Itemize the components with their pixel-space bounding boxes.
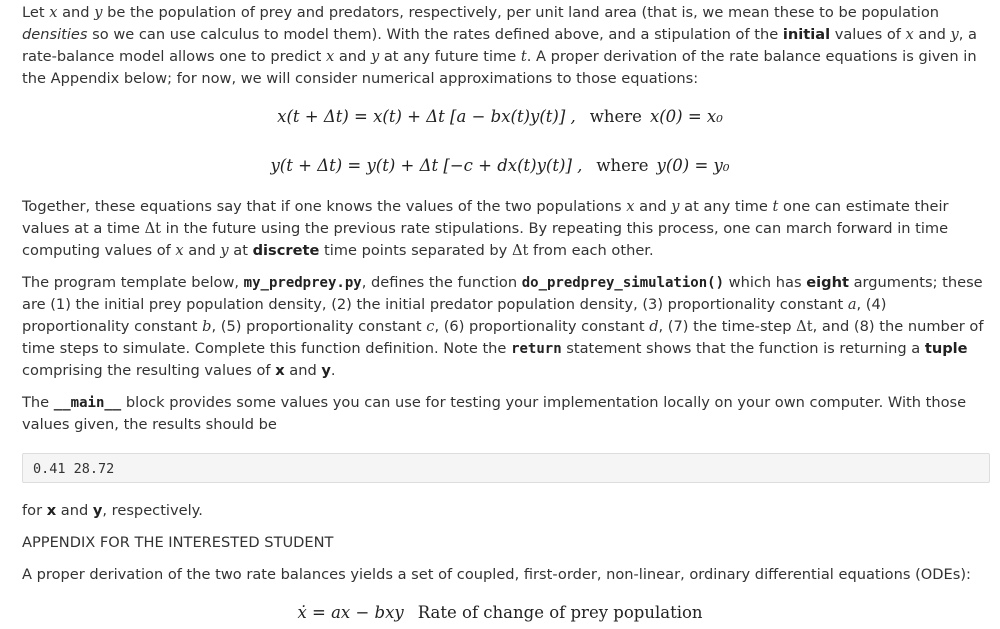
text: and <box>634 198 672 215</box>
text: at <box>228 242 253 259</box>
equation-predator-update <box>0 155 1000 177</box>
appendix-text: A proper derivation of the two rate balances yields a set of coupled, first-order, non-linear, ordinary differential equations (ODEs): <box>22 566 971 583</box>
strong-x: x <box>46 502 57 519</box>
text: values of <box>830 26 906 43</box>
text: at any time <box>679 198 773 215</box>
result-code-block: 0.41 28.72 <box>22 453 990 483</box>
text: in the future using the previous rate stipulations. By repeating this process, one can march forward in time computing values of <box>22 220 949 259</box>
strong-discrete: discrete <box>252 242 320 259</box>
math-b: b <box>202 318 212 335</box>
code-main-block: __main__ <box>53 395 122 411</box>
strong-tuple: tuple <box>924 340 968 357</box>
strong-x: x <box>275 362 285 379</box>
text: and <box>334 48 371 65</box>
text: Let <box>22 4 50 21</box>
code-return-keyword: return <box>511 341 562 357</box>
text: be the population of prey and predators, respectively, per unit land area (that is, we mean these to be population <box>102 4 939 21</box>
strong-y: y <box>92 502 103 519</box>
math-t: t <box>772 198 779 215</box>
text: one can estimate their values at a time <box>22 198 949 237</box>
strong-initial: initial <box>782 26 831 43</box>
text: which has <box>724 274 807 291</box>
math-delta-t: Δt <box>144 220 162 237</box>
text: , respectively. <box>102 502 203 519</box>
strong-eight: eight <box>806 274 849 291</box>
text: . A proper derivation of the rate balance equations is given in the Appendix below; for now, we will consider numerical approximations to those equations: <box>22 48 977 87</box>
equation-prey-update <box>0 106 1000 128</box>
math-c: c <box>426 318 435 335</box>
appendix-heading: APPENDIX FOR THE INTERESTED STUDENT <box>22 534 334 551</box>
math-x: x <box>175 242 184 259</box>
text: and <box>284 362 322 379</box>
code-filename: my_predprey.py <box>243 275 362 291</box>
equation-initial-condition: y(0) = y₀ <box>656 156 730 175</box>
ode-formula: ẋ = ax − bxy <box>297 603 404 622</box>
text: , (6) proportionality constant <box>434 318 650 335</box>
math-y: y <box>370 48 380 65</box>
text: and <box>56 502 93 519</box>
intro-paragraph <box>22 2 994 90</box>
math-delta-t: Δt <box>796 318 813 335</box>
text: time points separated by <box>319 242 512 259</box>
equation-body: y(t + Δt) = y(t) + Δt [−c + dx(t)y(t)] , <box>270 156 583 175</box>
equation-where: where <box>589 107 642 126</box>
text: and <box>57 4 95 21</box>
math-t: t <box>520 48 527 65</box>
math-y: y <box>950 26 959 43</box>
math-x: x <box>905 26 914 43</box>
program-paragraph <box>22 272 994 382</box>
together-paragraph <box>22 196 994 262</box>
text: so we can use calculus to model them). With the rates defined above, and a stipulation of the <box>87 26 783 43</box>
equation-body: x(t + Δt) = x(t) + Δt [a − bx(t)y(t)] , <box>277 107 576 126</box>
math-y: y <box>220 242 229 259</box>
math-delta-t: Δt <box>511 242 529 259</box>
for-xy-line <box>22 500 994 522</box>
text: The program template below, <box>22 274 244 291</box>
math-x: x <box>325 48 335 65</box>
text: , defines the function <box>361 274 522 291</box>
math-x: x <box>49 4 58 21</box>
equation-where: where <box>596 156 649 175</box>
text: , and (8) the number of time steps to simulate. Complete this function definition. Note the <box>22 318 984 357</box>
text: statement shows that the function is returning a <box>561 340 925 357</box>
math-d: d <box>649 318 659 335</box>
text: at any future time <box>379 48 521 65</box>
text: arguments; these are (1) the initial prey population density, (2) the initial predator population density, (3) proportionality constant <box>22 274 983 313</box>
code-function-name: do_predprey_simulation() <box>521 275 725 291</box>
text: block provides some values you can use for testing your implementation locally on your own computer. With those values given, the results should be <box>22 394 967 433</box>
text: from each other. <box>528 242 654 259</box>
math-x: x <box>626 198 635 215</box>
main-block-paragraph <box>22 392 994 436</box>
text: The <box>22 394 54 411</box>
text: and <box>913 26 951 43</box>
equation-initial-condition: x(0) = x₀ <box>649 107 723 126</box>
text: for <box>22 502 47 519</box>
math-y: y <box>671 198 680 215</box>
text: , (7) the time-step <box>658 318 797 335</box>
text: and <box>183 242 221 259</box>
text: , (4) proportionality constant <box>22 296 887 335</box>
text: . <box>330 362 336 379</box>
strong-y: y <box>321 362 331 379</box>
text: , a rate-balance model allows one to predict <box>22 26 977 65</box>
math-a: a <box>847 296 857 313</box>
text: Together, these equations say that if one knows the values of the two populations <box>22 198 627 215</box>
math-y: y <box>94 4 103 21</box>
ode-label: Rate of change of prey population <box>417 603 703 622</box>
emphasis-densities: densities <box>22 26 88 43</box>
text: , (5) proportionality constant <box>211 318 427 335</box>
text: comprising the resulting values of <box>22 362 276 379</box>
ode-prey-equation <box>0 602 1000 624</box>
